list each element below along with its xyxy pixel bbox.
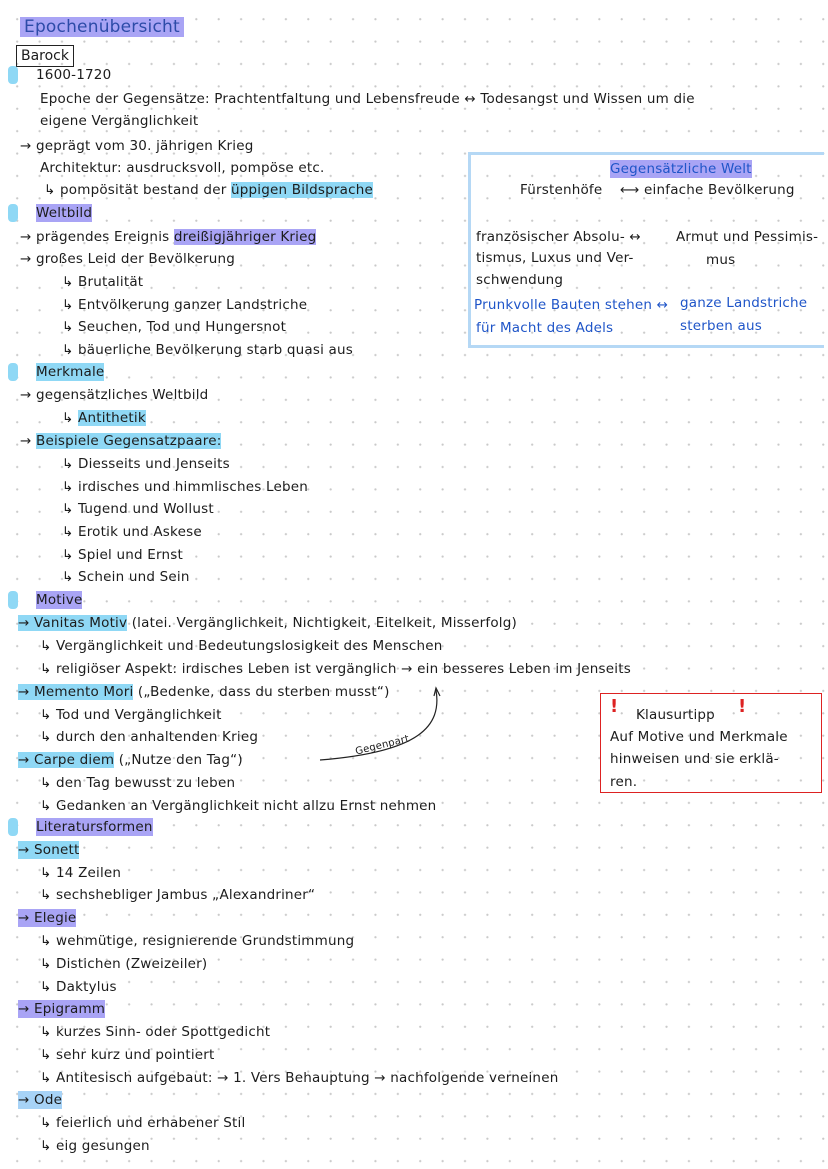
memento-line: → Memento Mori („Bedenke, dass du sterben musst“) [18, 684, 390, 700]
literatur-heading: Literatursformen [36, 819, 153, 835]
gegensatz-left-text: tismus, Luxus und Ver- [476, 250, 634, 266]
bullet-marker [8, 591, 18, 609]
gegensatzpaar: ↳ Schein und Sein [62, 569, 190, 585]
gegensatzpaar: ↳ Spiel und Ernst [62, 547, 183, 563]
gegensatzpaar: ↳ irdisches und himmlisches Leben [62, 479, 308, 495]
form-item: ↳ kurzes Sinn- oder Spottgedicht [40, 1024, 271, 1040]
weltbild-item: ↳ Brutalität [62, 274, 144, 290]
merkmale-line-2: ↳ Antithetik [62, 410, 146, 426]
form-item: ↳ Daktylus [40, 979, 117, 995]
merkmale-heading: Merkmale [36, 364, 105, 380]
form-item: ↳ Distichen (Zweizeiler) [40, 956, 208, 972]
epoch-dates: 1600-1720 [36, 67, 112, 83]
carpe-item: ↳ Gedanken an Vergänglichkeit nicht allzu Ernst nehmen [40, 798, 437, 814]
weltbild-heading: Weltbild [36, 205, 93, 221]
form-item: ↳ sechshebliger Jambus „Alexandriner“ [40, 887, 316, 903]
bullet-marker [8, 818, 18, 836]
klausurtipp-line: hinweisen und sie erklä- [610, 751, 779, 767]
beispiele-line: → Beispiele Gegensatzpaare: [20, 433, 222, 449]
memento-item: ↳ durch den anhaltenden Krieg [40, 729, 259, 745]
weltbild-item: ↳ Entvölkerung ganzer Landstriche [62, 297, 308, 313]
gegensatz-left-blue: Prunkvolle Bauten stehen ↔ [474, 297, 669, 313]
gegensatzpaar: ↳ Diesseits und Jenseits [62, 456, 230, 472]
klausurtipp-title: Klausurtipp [636, 707, 715, 723]
carpe-item: ↳ den Tag bewusst zu leben [40, 775, 236, 791]
bullet-marker [8, 66, 18, 84]
weltbild-line-1: → prägendes Ereignis dreißigjähriger Krieg [20, 229, 317, 245]
form-sonett: → Sonett [18, 842, 80, 858]
gegensatz-right-head: ⟷ einfache Bevölkerung [620, 182, 795, 198]
klausurtipp-line: ren. [610, 774, 638, 790]
form-item: ↳ feierlich und erhabener Stil [40, 1115, 246, 1131]
memento-item: ↳ Tod und Vergänglichkeit [40, 707, 222, 723]
exclamation-icon: ! [738, 696, 747, 717]
weltbild-item: ↳ bäuerliche Bevölkerung starb quasi aus [62, 342, 354, 358]
vanitas-item: ↳ Vergänglichkeit und Bedeutungslosigkeit des Menschen [40, 638, 443, 654]
intro-line-1: Epoche der Gegensätze: Prachtentfaltung und Lebensfreude ↔ Todesangst und Wissen um die [40, 91, 695, 107]
bullet-marker [8, 363, 18, 381]
form-epigramm: → Epigramm [18, 1001, 106, 1017]
gegensatz-left-text: schwendung [476, 272, 564, 288]
form-elegie: → Elegie [18, 910, 77, 926]
architektur-line: Architektur: ausdrucksvoll, pompöse etc. [40, 160, 325, 176]
bullet-marker [8, 204, 18, 222]
weltbild-line-2: → großes Leid der Bevölkerung [20, 251, 235, 267]
gegensatz-right-blue: ganze Landstriche [680, 295, 808, 311]
form-item: ↳ 14 Zeilen [40, 865, 122, 881]
gegensatz-right-blue: sterben aus [680, 318, 762, 334]
form-item: ↳ eig gesungen [40, 1138, 150, 1154]
form-ode: → Ode [18, 1092, 63, 1108]
merkmale-line-1: → gegensätzliches Weltbild [20, 387, 209, 403]
intro-line-2: eigene Vergänglichkeit [40, 113, 199, 129]
vanitas-line: → Vanitas Motiv (latei. Vergänglichkeit, Nichtigkeit, Eitelkeit, Misserfolg) [18, 615, 517, 631]
epoch-label: Barock [16, 45, 74, 67]
pompositaet-line: ↳ pompösität bestand der üppigen Bildsprache [44, 182, 373, 198]
klausurtipp-line: Auf Motive und Merkmale [610, 729, 788, 745]
form-item: ↳ Antitesisch aufgebaut: → 1. Vers Behauptung → nachfolgende verneinen [40, 1070, 559, 1086]
gegensatz-left-text: französischer Absolu- ↔ [476, 229, 641, 245]
gegensatzpaar: ↳ Tugend und Wollust [62, 501, 214, 517]
praegung-line: → geprägt vom 30. jährigen Krieg [20, 138, 254, 154]
form-item: ↳ sehr kurz und pointiert [40, 1047, 215, 1063]
page-title: Epochenübersicht [20, 18, 184, 36]
weltbild-item: ↳ Seuchen, Tod und Hungersnot [62, 319, 287, 335]
gegensatz-right-text: Armut und Pessimis- [676, 229, 819, 245]
vanitas-item: ↳ religiöser Aspekt: irdisches Leben ist vergänglich → ein besseres Leben im Jenseits [40, 661, 631, 677]
gegensatz-left-head: Fürstenhöfe [520, 182, 603, 198]
exclamation-icon: ! [610, 696, 619, 717]
form-item: ↳ wehmütige, resignierende Grundstimmung [40, 933, 355, 949]
gegensatz-title: Gegensätzliche Welt [610, 161, 752, 177]
gegensatzpaar: ↳ Erotik und Askese [62, 524, 202, 540]
gegenpart-label: Gegenpart [354, 733, 411, 758]
motive-heading: Motive [36, 592, 83, 608]
gegensatz-right-text: mus [706, 252, 736, 268]
gegensatz-left-blue: für Macht des Adels [476, 320, 614, 336]
carpe-line: → Carpe diem („Nutze den Tag“) [18, 752, 243, 768]
